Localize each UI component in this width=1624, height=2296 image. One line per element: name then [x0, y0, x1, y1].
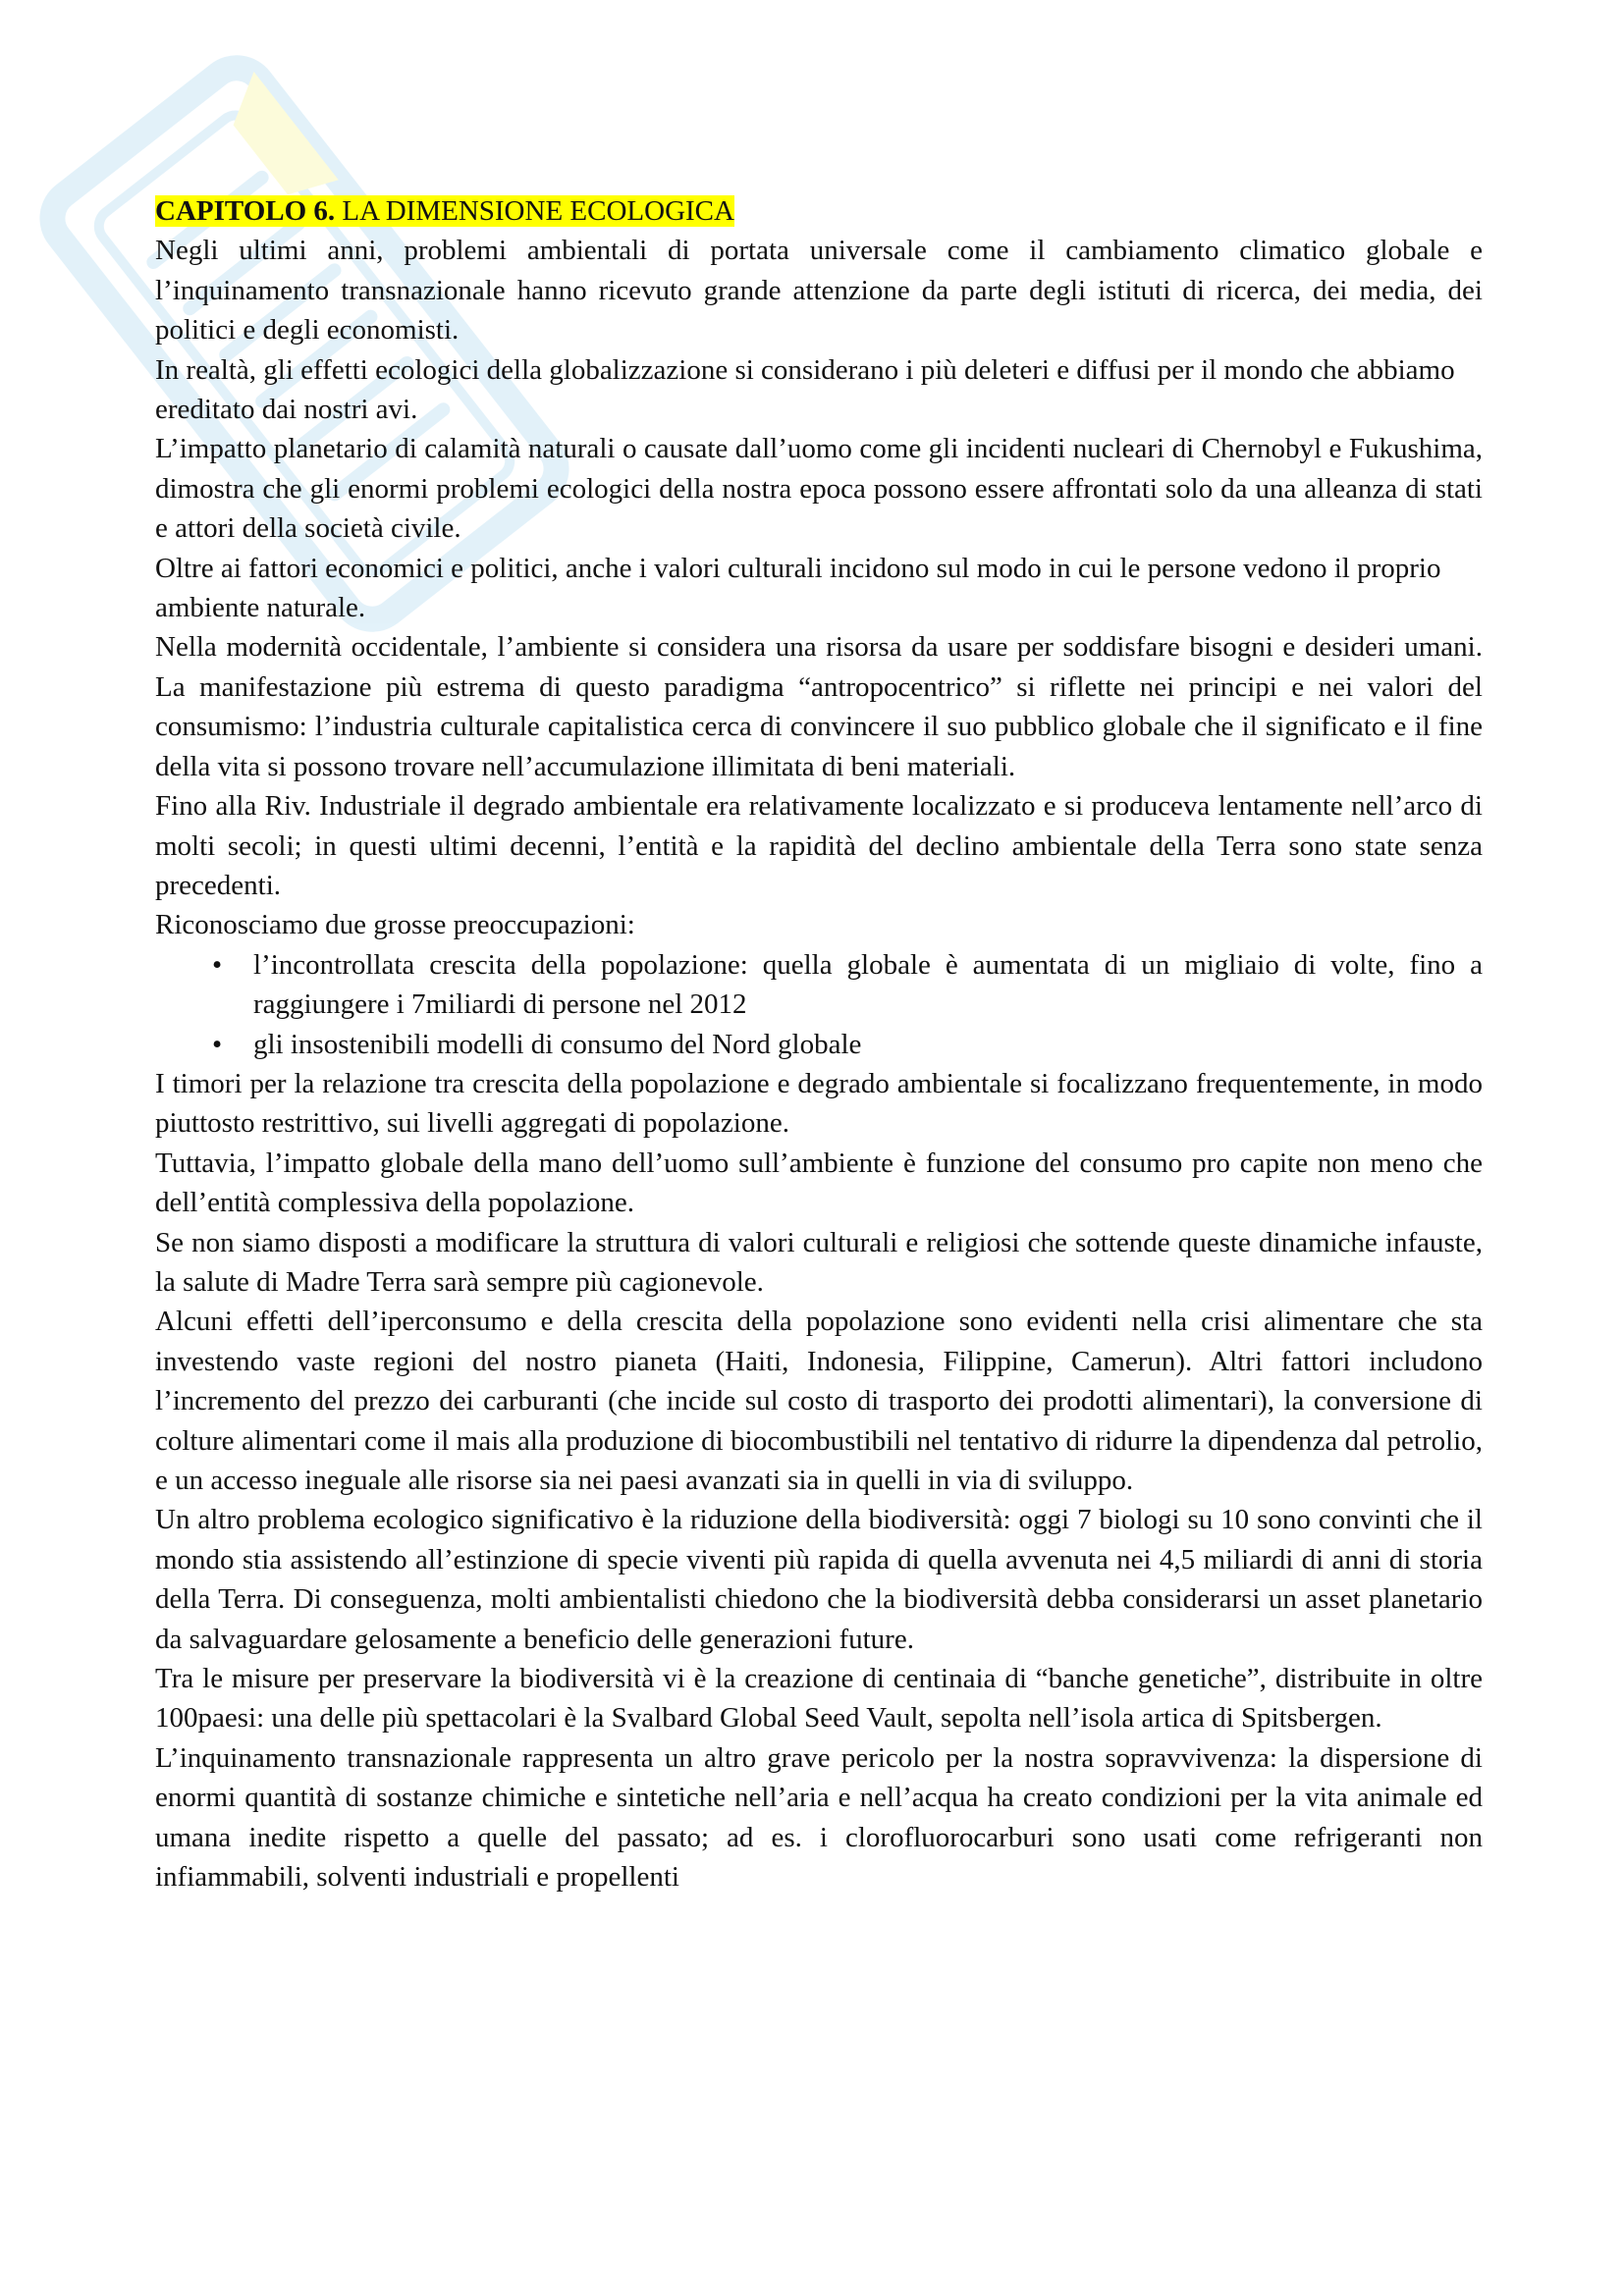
list-item [212, 1025, 1483, 1064]
paragraph-13: Tra le misure per preservare la biodiversità vi è la creazione di centinaia di “banche genetiche”, distribuite in oltre 100paesi: una delle più spettacolari è la Svalbard Global Seed Vault, sepolta nell’isola artica di Spitsbergen. [155, 1663, 1483, 1735]
paragraph-3: L’impatto planetario di calamità naturali o causate dall’uomo come gli incidenti nucleari di Chernobyl e Fukushima, dimostra che gli enormi problemi ecologici della nostra epoca possono essere affrontati solo da una alleanza di stati e attori della società civile. [155, 433, 1483, 545]
paragraph-2: In realtà, gli effetti ecologici della globalizzazione si considerano i più deleteri e diffusi per il mondo che abbiamo ereditato dai nostri avi. [155, 353, 1455, 426]
chapter-number: CAPITOLO 6. [155, 195, 336, 227]
paragraph-4: Oltre ai fattori economici e politici, anche i valori culturali incidono sul modo in cui le persone vedono il proprio ambiente naturale. [155, 552, 1441, 624]
paragraph-11: Alcuni effetti dell’iperconsumo e della crescita della popolazione sono evidenti nella crisi alimentare che sta investendo vaste regioni del nostro pianeta (Haiti, Indonesia, Filippine, Camerun). Altri fattori includono l’incremento del prezzo dei carburanti (che incide sul costo di trasporto dei prodotti alimentari), la conversione di colture alimentari come il mais alla produzione di biocombustibili nel tentativo di ridurre la dipendenza dal petrolio, e un accesso ineguale alle risorse sia nei paesi avanzati sia in quelli in via di sviluppo. [155, 1306, 1483, 1496]
list-item-text: l’incontrollata crescita della popolazione: quella globale è aumentata di un migliaio di volte, fino a raggiungere i 7miliardi di persone nel 2012 [253, 948, 1483, 1021]
paragraph-5: Nella modernità occidentale, l’ambiente si considera una risorsa da usare per soddisfare bisogni e desideri umani. La manifestazione più estrema di questo paradigma “antropocentrico” si riflette nei principi e nei valori del consumismo: l’industria culturale capitalistica cerca di convincere il suo pubblico globale che il significato e il fine della vita si possono trovare nell’accumulazione illimitata di beni materiali. [155, 631, 1483, 782]
list-item-text: gli insostenibili modelli di consumo del Nord globale [253, 1028, 862, 1060]
chapter-title: LA DIMENSIONE ECOLOGICA [335, 195, 734, 227]
paragraph-14: L’inquinamento transnazionale rappresenta un altro grave pericolo per la nostra sopravvivenza: la dispersione di enormi quantità di sostanze chimiche e sintetiche nell’aria e nell’acqua ha creato condizioni per la vita animale ed umana inedite rispetto a quelle del passato; ad es. i clorofluorocarburi sono usati come refrigeranti non infiammabili, solventi industriali e propellenti [155, 1741, 1483, 1894]
paragraph-1: Negli ultimi anni, problemi ambientali di portata universale come il cambiamento climatico globale e l’inquinamento transnazionale hanno ricevuto grande attenzione da parte degli istituti di ricerca, dei media, dei politici e degli economisti. [155, 235, 1483, 347]
bullet-icon: • [212, 948, 223, 981]
concerns-list [155, 945, 1483, 1064]
list-item [212, 945, 1483, 1025]
document-page [155, 191, 1483, 1896]
paragraph-7: Riconosciamo due grosse preoccupazioni: [155, 909, 635, 941]
chapter-heading [155, 191, 1483, 231]
paragraph-12: Un altro problema ecologico significativo è la riduzione della biodiversità: oggi 7 biologi su 10 sono convinti che il mondo stia assistendo all’estinzione di specie viventi più rapida di quella avvenuta nei 4,5 miliardi di anni di storia della Terra. Di conseguenza, molti ambientalisti chiedono che la biodiversità debba considerarsi un asset planetario da salvaguardare gelosamente a beneficio delle generazioni future. [155, 1504, 1483, 1655]
paragraph-6: Fino alla Riv. Industriale il degrado ambientale era relativamente localizzato e si produceva lentamente nell’arco di molti secoli; in questi ultimi decenni, l’entità e la rapidità del declino ambientale della Terra sono state senza precedenti. [155, 790, 1483, 901]
paragraph-8: I timori per la relazione tra crescita della popolazione e degrado ambientale si focalizzano frequentemente, in modo piuttosto restrittivo, sui livelli aggregati di popolazione. [155, 1067, 1483, 1140]
paragraph-9: Tuttavia, l’impatto globale della mano dell’uomo sull’ambiente è funzione del consumo pro capite non meno che dell’entità complessiva della popolazione. [155, 1147, 1483, 1219]
paragraph-10: Se non siamo disposti a modificare la struttura di valori culturali e religiosi che sottende queste dinamiche infauste, la salute di Madre Terra sarà sempre più cagionevole. [155, 1226, 1483, 1298]
bullet-icon: • [212, 1028, 223, 1060]
